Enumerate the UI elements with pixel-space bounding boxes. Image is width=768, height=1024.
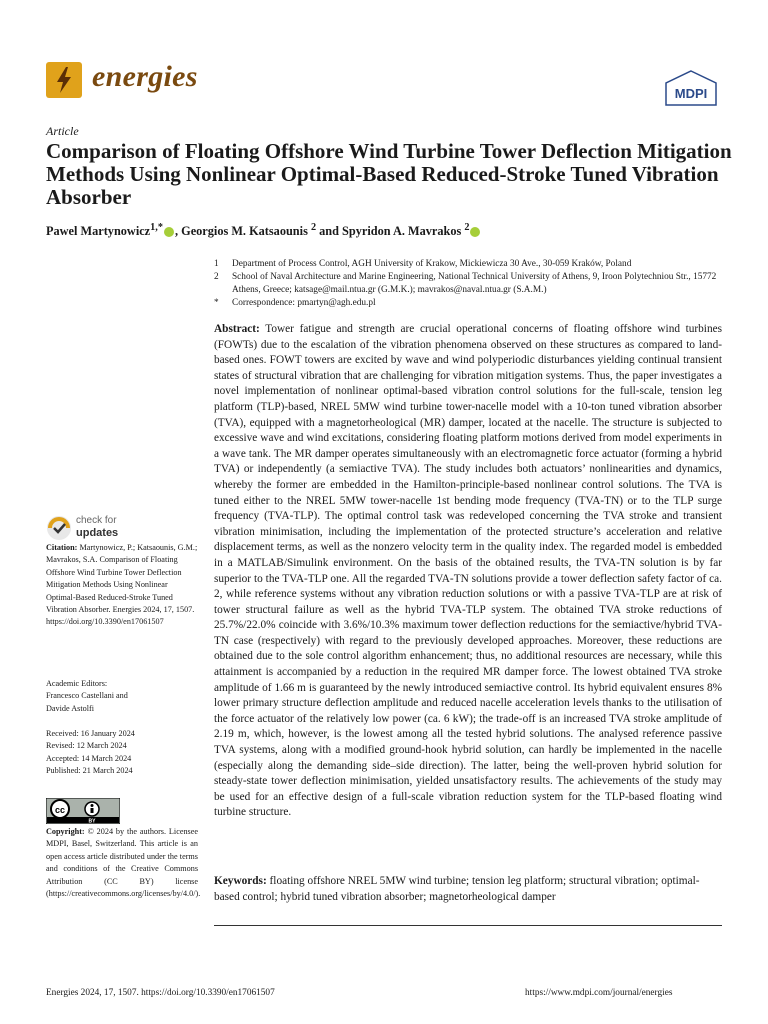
article-title: Comparison of Floating Offshore Wind Turbine Tower Deflection Mitigation Methods Using Nonlinear Optimal-Based Reduced-Stroke Tuned Vibration Absorber: [46, 139, 732, 209]
author-name: Pawel Martynowicz: [46, 224, 151, 239]
editors-label: Academic Editors:: [46, 679, 108, 688]
copyright: [46, 826, 201, 900]
affiliation-text: Department of Process Control, AGH University of Krakow, Mickiewicza 30 Ave., 30-059 Kraków, Poland: [232, 259, 632, 269]
author-separator: and: [316, 224, 343, 239]
mdpi-logo[interactable]: [665, 70, 717, 106]
check-updates-label: check for: [76, 515, 117, 526]
check-updates-label: updates: [76, 527, 119, 539]
academic-editors: [46, 678, 198, 715]
author-list: [46, 222, 736, 239]
affiliation-number: *: [214, 298, 219, 308]
affiliation-item: [214, 297, 724, 310]
check-updates-icon: [46, 515, 72, 541]
cc-by-license-badge[interactable]: [46, 798, 120, 824]
editor-name: Davide Astolfi: [46, 703, 94, 713]
orcid-icon[interactable]: [164, 227, 174, 237]
affiliation-item: [214, 258, 724, 271]
keywords-label: Keywords:: [214, 875, 267, 887]
author-separator: ,: [174, 224, 182, 239]
cc-icon: cc: [54, 805, 66, 815]
footer-journal-link[interactable]: https://www.mdpi.com/journal/energies: [525, 988, 673, 998]
orcid-icon[interactable]: [470, 227, 480, 237]
author-affil: 2: [464, 222, 470, 233]
copyright-label: Copyright:: [46, 827, 85, 836]
by-icon: BY: [88, 818, 96, 824]
editor-name: Francesco Castellani and: [46, 691, 128, 701]
affiliation-number: 1: [214, 259, 219, 269]
article-type: Article: [46, 124, 79, 138]
revised-date: Revised: 12 March 2024: [46, 741, 127, 751]
author-name: Georgios M. Katsaounis: [181, 224, 308, 239]
journal-name[interactable]: energies: [92, 60, 198, 93]
received-date: Received: 16 January 2024: [46, 729, 135, 738]
abstract: [214, 322, 722, 821]
copyright-text: © 2024 by the authors. Licensee MDPI, Basel, Switzerland. This article is an open access article distributed under the terms and conditions of the Creative Commons Attribution (CC BY) license (https://creativecommons.org/licenses/by/4.0/).: [46, 827, 201, 899]
abstract-text: Tower fatigue and strength are crucial operational concerns of floating offshore wind turbines (FOWTs) due to the escalation of the vibration phenomena observed on these structures as compared to land-based ones. FOWT towers are excited by wave and wind polyperiodic disturbances yielding continual transient states of structural vibration that are challenging for vibration mitigation systems. Thus, the paper investigates a novel implementation of nonlinear optimal-based vibration control solutions for the full-scale, tension leg platform (TLP)-based, NREL 5MW wind turbine tower-nacelle model with a 10-ton tuned vibration absorber (TVA), equipped with a magnetorheological (MR) damper, located at the nacelle. The structure is subjected to excessive wave and wind excitations, considering floating platform motions derived from model experiments in a wave tank. The MR damper operates simultaneously with an electromagnetic force actuator (forming a hybrid TVA) or independently (a semiactive TVA). The study includes both actuators’ nonlinearities and dynamics, whereby the former are embedded in the Hamilton-principle-based nonlinear control solutions. The TVA is tuned either to the NREL 5MW tower-nacelle 1st bending mode frequency (TVA-TN) or to the TLP surge frequency (TVA-TLP). The optimal control task was redeveloped concerning the TVA stroke and transient vibration minimisation, including the implementation of the protected structure’s acceleration and relative displacement terms, as well as the nonzero velocity term in the quality index. The regarded model is embedded in a MATLAB/Simulink environment. On the basis of the obtained results, the TVA-TN solution is by far superior to the TVA-TLP one. All the regarded TVA-TN solutions provide a tower deflection safety factor of ca. 2, while reference systems without any vibration reduction solutions or with a passive TVA-TLP are at risk of tower structural failure as well as the hybrid TVA-TLP system. The obtained TVA stroke reductions of 25.7%/22.0% coincide with 3.6%/10.3% maximum tower deflection reductions for the semiactive/hybrid TVA-TN case (respectively) with regard to the previously developed approaches. Moreover, these reductions are obtained due to the sole control algorithm enhancement; thus, no additional resources are necessary, while this attainment is accompanied by a reduction in the required MR damper force. The lowest obtained TVA stroke amplitude of 1.66 m is guaranteed by the newly introduced semiactive control. Its hybrid equivalent ensures 8% lower primary structure deflection amplitude and reduced nacelle acceleration levels thanks to the utilisation of the force actuator of the relatively low power (ca. 6 kW); the trade-off is an increased TVA stroke amplitude of 2.19 m, which, however, is the lowest among all the tested hybrid solutions. The analysed reference passive TVA systems, along with a modified ground-hook hybrid solution, can hardly be implemented in the nacelle (especially along the demanding side–side direction). The latter, being the well-proven hybrid solution for steady-state tower deflection minimisation, yielded unsatisfactory results. The achievements of the study may be used for an effective design of a full-scale vibration reduction system for the TLP-based floating wind turbine structure.: [214, 323, 723, 819]
affiliations: [214, 258, 724, 310]
check-for-updates-button[interactable]: [46, 514, 156, 542]
keywords: [214, 874, 722, 905]
journal-logo: [46, 62, 82, 98]
footer-citation[interactable]: Energies 2024, 17, 1507. https://doi.org/10.3390/en17061507: [46, 988, 275, 998]
citation-label: Citation:: [46, 543, 78, 552]
author-name: Spyridon A. Mavrakos: [342, 224, 462, 239]
author-affil: 1,*: [150, 222, 163, 233]
mdpi-logo-text: MDPI: [674, 86, 708, 101]
affiliation-item: [214, 271, 724, 297]
publication-dates: [46, 728, 198, 778]
keywords-text: floating offshore NREL 5MW wind turbine; tension leg platform; structural vibration; optimal-based control; hybrid tuned vibration absorber; magnetorheological damper: [214, 875, 700, 903]
affiliation-text: Correspondence: pmartyn@agh.edu.pl: [232, 298, 376, 308]
accepted-date: Accepted: 14 March 2024: [46, 753, 132, 763]
abstract-label: Abstract:: [214, 323, 260, 335]
citation: [46, 542, 198, 629]
lightning-icon: [46, 62, 82, 98]
affiliation-number: 2: [214, 272, 219, 282]
citation-text: Martynowicz, P.; Katsaounis, G.M.; Mavrakos, S.A. Comparison of Floating Offshore Wind Turbine Tower Deflection Mitigation Methods Using Nonlinear Optimal-Based Reduced-Stroke Tuned Vibration Absorber. Energies 2024, 17, 1507. https://doi.org/10.3390/en17061507: [46, 543, 198, 627]
divider: [214, 925, 722, 926]
affiliation-text: School of Naval Architecture and Marine Engineering, National Technical University of Athens, 9, Iroon Polytechniou Str., 15772 Athens, Greece; katsage@mail.ntua.gr (G.M.K.); mavrakos@naval.ntua.gr (S.A.M.): [232, 272, 717, 295]
author-affil: 2: [310, 222, 317, 233]
published-date: Published: 21 March 2024: [46, 766, 133, 776]
